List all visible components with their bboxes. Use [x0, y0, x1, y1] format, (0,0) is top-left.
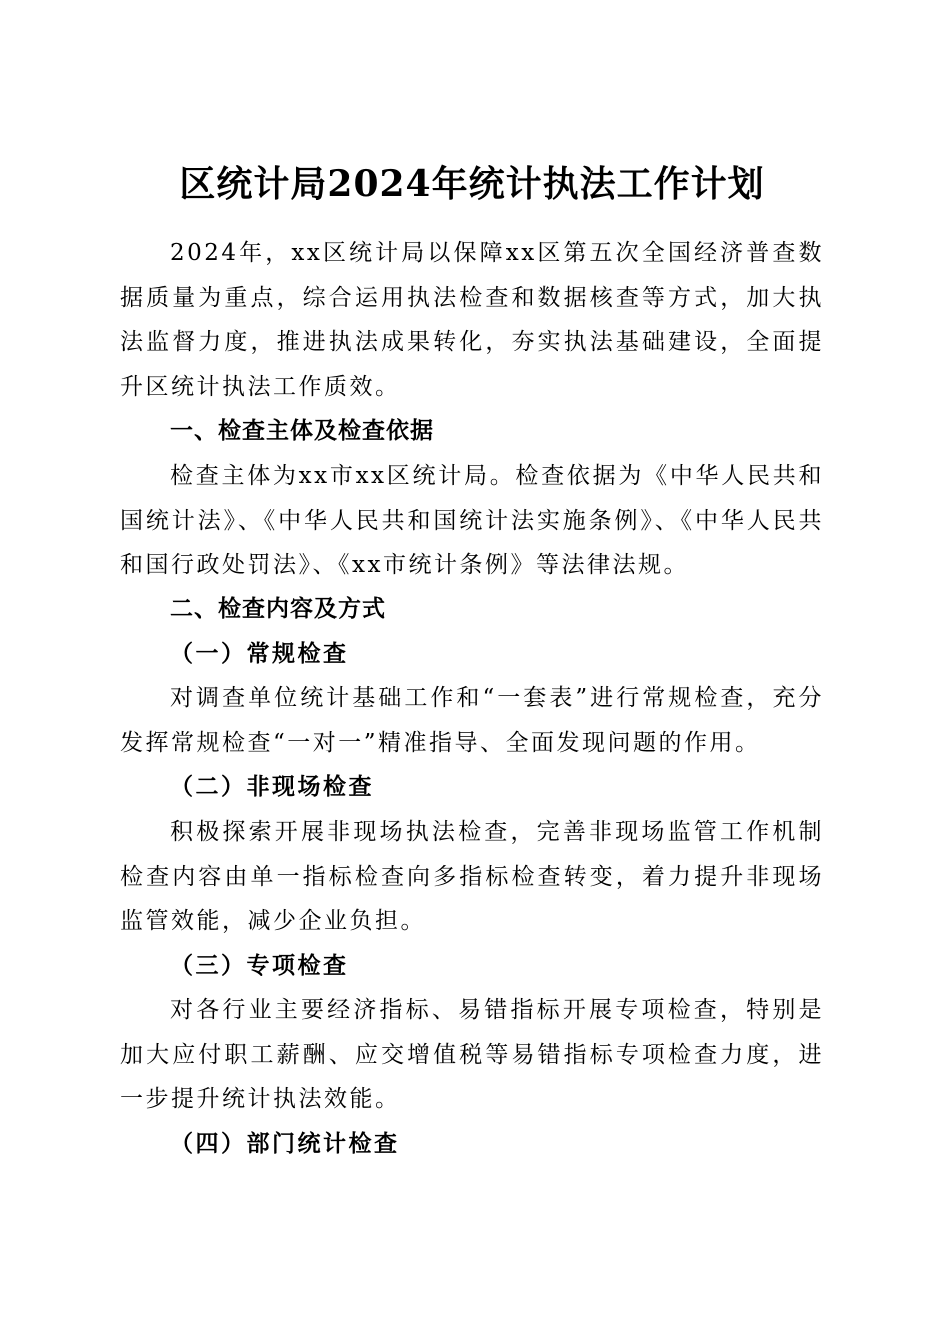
subheading-department-inspection: （四）部门统计检查	[170, 1130, 400, 1157]
document-page	[120, 0, 824, 1344]
document-title: 区统计局2024年统计执法工作计划	[179, 163, 765, 206]
intro-paragraph: 2024年，xx区统计局以保障xx区第五次全国经济普查数据质量为重点，综合运用执法检查和数据核查等方式，加大执法监督力度，推进执法成果转化，夯实执法基础建设，全面提升区统计执法工作质效。	[120, 240, 824, 400]
subheading-special-inspection: （三）专项检查	[170, 952, 349, 979]
section-body-inspection-subject: 检查主体为xx市xx区统计局。检查依据为《中华人民共和国统计法》、《中华人民共和国统计法实施条例》、《中华人民共和国行政处罚法》、《xx市统计条例》等法律法规。	[120, 463, 824, 578]
body-routine-inspection: 对调查单位统计基础工作和“一套表”进行常规检查，充分发挥常规检查“一对一”精准指导、全面发现问题的作用。	[120, 685, 824, 756]
section-heading-inspection-subject: 一、检查主体及检查依据	[170, 418, 434, 444]
subheading-routine-inspection: （一）常规检查	[170, 640, 349, 667]
body-special-inspection: 对各行业主要经济指标、易错指标开展专项检查，特别是加大应付职工薪酬、应交增值税等易错指标专项检查力度，进一步提升统计执法效能。	[120, 997, 824, 1112]
section-heading-inspection-content: 二、检查内容及方式	[170, 596, 386, 622]
body-offsite-inspection: 积极探索开展非现场执法检查，完善非现场监管工作机制检查内容由单一指标检查向多指标检查转变，着力提升非现场监管效能，减少企业负担。	[120, 819, 824, 934]
subheading-offsite-inspection: （二）非现场检查	[170, 773, 374, 800]
